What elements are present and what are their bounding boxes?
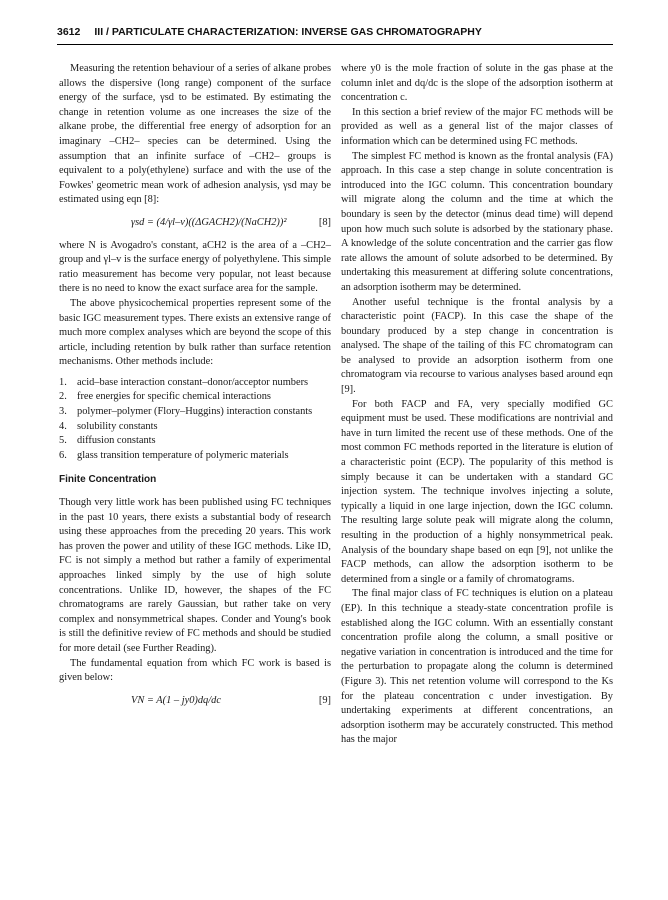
list-item: 2. free energies for specific chemical interactions <box>59 391 271 403</box>
paragraph: In this section a brief review of the major FC methods will be provided as well as a general list of the major classes of information which can be determined using FC methods. <box>341 106 613 147</box>
paragraph: The above physicochemical properties represent some of the basic IGC measurement types. There exists an extensive range of much more complex analyses which are beyond the scope of this article, including retention by bulk rather than surface retention mechanisms. Other methods include: <box>59 297 331 368</box>
methods-list <box>59 376 331 464</box>
paragraph: The fundamental equation from which FC work is based is given below: <box>59 657 331 684</box>
running-header <box>57 26 613 45</box>
equation-number: [8] <box>318 216 331 228</box>
equation-number: [9] <box>318 694 331 706</box>
paragraph: For both FACP and FA, very specially modified GC equipment must be used. These modifications are nontrivial and have in turn limited the recent use of these methods. One of the most common FC methods reported in the literature is elution of a characteristic point (ECP). The popularity of this method is simply because it can be undertaken with a standard GC injection system. The technique involves injecting a solute, typically a liquid in one large injection, down the IGC column. The resulting large solute peak will migrate along the column, resulting in the production of a highly nonsymmetrical peak. Analysis of the boundary shape based on eqn [9], not unlike the FACP methods, can allow the adsorption isotherm to be determined from a single or a family of chromatograms. <box>341 398 613 585</box>
paragraph: Measuring the retention behaviour of a series of alkane probes allows the dispersive (long range) component of the surface energy of the surface, γsd to be estimated. By estimating the change in retention volume as one increases the size of the alkane probe, the differential free energy of adsorption for an imaginary –CH2– species can be determined. Using the assumption that an infinite surface of –CH2– groups is equivalent to a poly(ethylene) surface and with the use of the Fowkes' geometric mean work of adhesion analysis, γsd may be estimated using eqn [8]: <box>59 63 331 206</box>
paragraph: Another useful technique is the frontal analysis by a characteristic point (FACP). In this case the shape of the boundary produced by a step change in concentration is analysed. The shape of the tailing of this FC chromatogram can be analysed to provide an adsorption isotherm from one chromatogram via recourse to various analyses based around eqn [9]. <box>341 296 613 396</box>
paragraph: Though very little work has been published using FC techniques in the past 10 years, there exists a substantial body of research using these approaches from the preceding 20 years. This work has proven the power and utility of these IGC methods. Like ID, FC is not simply a method but rather a family of experimental approaches linked simply by the use of high solute concentrations. Unlike ID, however, the shapes of the FC chromatograms are rarely Gaussian, but rather take on very complex and nonsymmetrical shapes. Conder and Young's book is still the definitive review of FC methods and should be studied for more detail (see Further Reading). <box>59 497 331 654</box>
equation-body: γsd = (4/γl–v)((ΔGACH2)/(NaCH2))² <box>131 216 287 228</box>
section-heading: Finite Concentration <box>59 474 157 486</box>
list-item: 3. polymer–polymer (Flory–Huggins) interaction constants <box>59 406 313 418</box>
right-column <box>341 62 613 748</box>
page-number: 3612 <box>57 26 81 38</box>
paragraph: where N is Avogadro's constant, aCH2 is the area of a –CH2– group and γl–v is the surface energy of polyethylene. This simple ratio measurement has become very popular, not least because there is no need to know the exact surface area for the sample. <box>59 239 331 295</box>
left-column <box>59 62 331 716</box>
running-title: III / PARTICULATE CHARACTERIZATION: INVERSE GAS CHROMATOGRAPHY <box>94 26 482 38</box>
list-item: 5. diffusion constants <box>59 435 156 447</box>
list-item: 6. glass transition temperature of polymeric materials <box>59 449 289 461</box>
list-item: 4. solubility constants <box>59 420 158 432</box>
list-item: 1. acid–base interaction constant–donor/acceptor numbers <box>59 376 309 388</box>
paragraph: The simplest FC method is known as the frontal analysis (FA) approach. In this case a step change in solute concentration is introduced into the IGC column. This concentration boundary will migrate along the column and the time at which the boundary is seen by the detector (minus dead time) will depend upon how much such solute is adsorbed by the stationary phase. A knowledge of the solute concentration and the carrier gas flow rate allows the amount of solute adsorbed to be determined. By undertaking this measurement at differing solute concentrations, an adsorption isotherm may be determined. <box>341 150 613 293</box>
equation-body: VN = A(1 – jy0)dq/dc <box>131 694 221 706</box>
paragraph: where y0 is the mole fraction of solute in the gas phase at the column inlet and dq/dc is the slope of the adsorption isotherm at concentration c. <box>341 63 613 104</box>
equation-9 <box>59 694 331 709</box>
paragraph: The final major class of FC techniques is elution on a plateau (EP). In this technique a steady-state concentration profile is established along the IGC column. With an essentially constant concentration profile along the column, a small positive or negative variation in concentration is introduced and the time for the perturbation to propagate along the column is determined (Figure 3). This net retention volume will correspond to the Ks for the plateau concentration c under investigation. By undertaking experiments at different concentrations, an adsorption isotherm may be accurately constructed. This method has the major <box>341 588 613 746</box>
equation-8 <box>59 216 331 231</box>
